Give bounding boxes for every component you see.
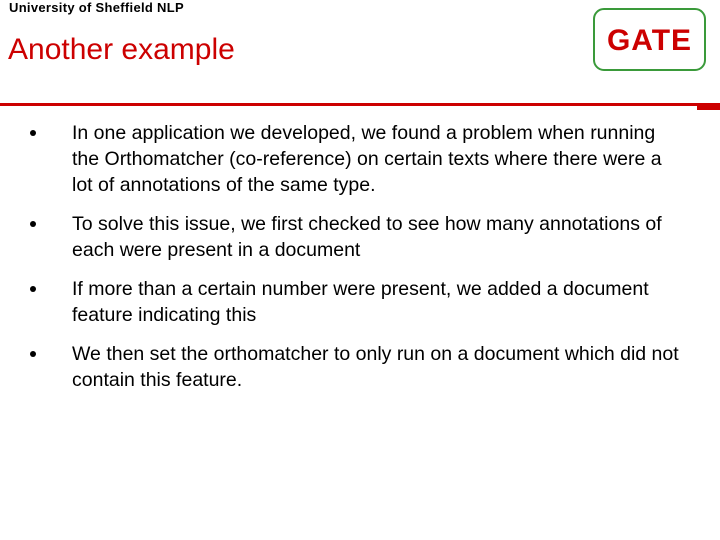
bullet-text: In one application we developed, we found a problem when running the Orthomatcher (co-reference) on certain texts where there were a lot of annotations of the same type. xyxy=(72,122,662,196)
bullet-item xyxy=(0,341,720,393)
bullet-text: To solve this issue, we first checked to see how many annotations of each were present in a document xyxy=(72,213,662,261)
slide-title: Another example xyxy=(8,33,235,66)
title-divider-end xyxy=(697,103,720,110)
bullet-list xyxy=(0,120,720,406)
title-divider xyxy=(0,103,700,106)
bullet-icon xyxy=(30,221,36,227)
bullet-icon xyxy=(30,286,36,292)
bullet-text: We then set the orthomatcher to only run on a document which did not contain this feature. xyxy=(72,343,679,391)
bullet-text: If more than a certain number were present, we added a document feature indicating this xyxy=(72,278,649,326)
organization-label: University of Sheffield NLP xyxy=(9,0,184,15)
gate-logo-text: GATE xyxy=(606,24,693,57)
bullet-item xyxy=(0,120,720,198)
bullet-icon xyxy=(30,130,36,136)
bullet-item xyxy=(0,211,720,263)
bullet-item xyxy=(0,276,720,328)
gate-logo xyxy=(593,8,706,71)
bullet-icon xyxy=(30,351,36,357)
